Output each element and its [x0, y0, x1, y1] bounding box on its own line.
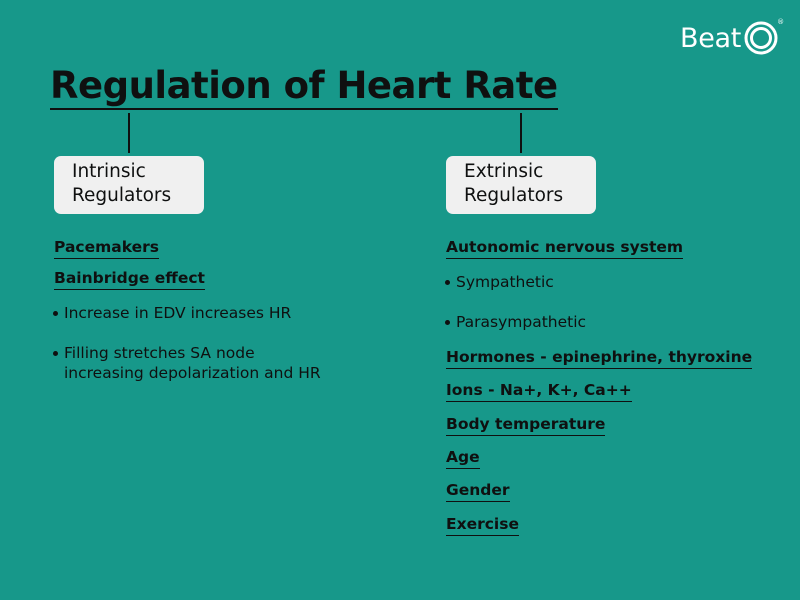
page-title: Regulation of Heart Rate: [50, 64, 558, 110]
connector-intrinsic: [128, 113, 130, 153]
extrinsic-heading: Body temperature: [446, 415, 605, 436]
extrinsic-heading: Age: [446, 448, 480, 469]
intrinsic-bullet: Increase in EDV increases HR: [53, 303, 291, 323]
intrinsic-bullet: Filling stretches SA node increasing depolarization and HR: [53, 343, 321, 383]
connector-extrinsic: [520, 113, 522, 153]
extrinsic-bullet: Sympathetic: [445, 272, 554, 292]
intrinsic-heading: Pacemakers: [54, 238, 159, 259]
extrinsic-heading: Ions - Na+, K+, Ca++: [446, 381, 632, 402]
extrinsic-bullet: Parasympathetic: [445, 312, 586, 332]
extrinsic-regulators-box: Extrinsic Regulators: [446, 156, 596, 214]
extrinsic-heading: Exercise: [446, 515, 519, 536]
extrinsic-heading: Hormones - epinephrine, thyroxine: [446, 348, 752, 369]
intrinsic-heading: Bainbridge effect: [54, 269, 205, 290]
ring-icon: [744, 21, 778, 55]
extrinsic-heading: Autonomic nervous system: [446, 238, 683, 259]
registered-mark: ®: [777, 18, 785, 26]
brand-logo: [680, 18, 785, 58]
intrinsic-regulators-box: Intrinsic Regulators: [54, 156, 204, 214]
extrinsic-heading: Gender: [446, 481, 510, 502]
brand-name: Beat: [680, 22, 742, 54]
